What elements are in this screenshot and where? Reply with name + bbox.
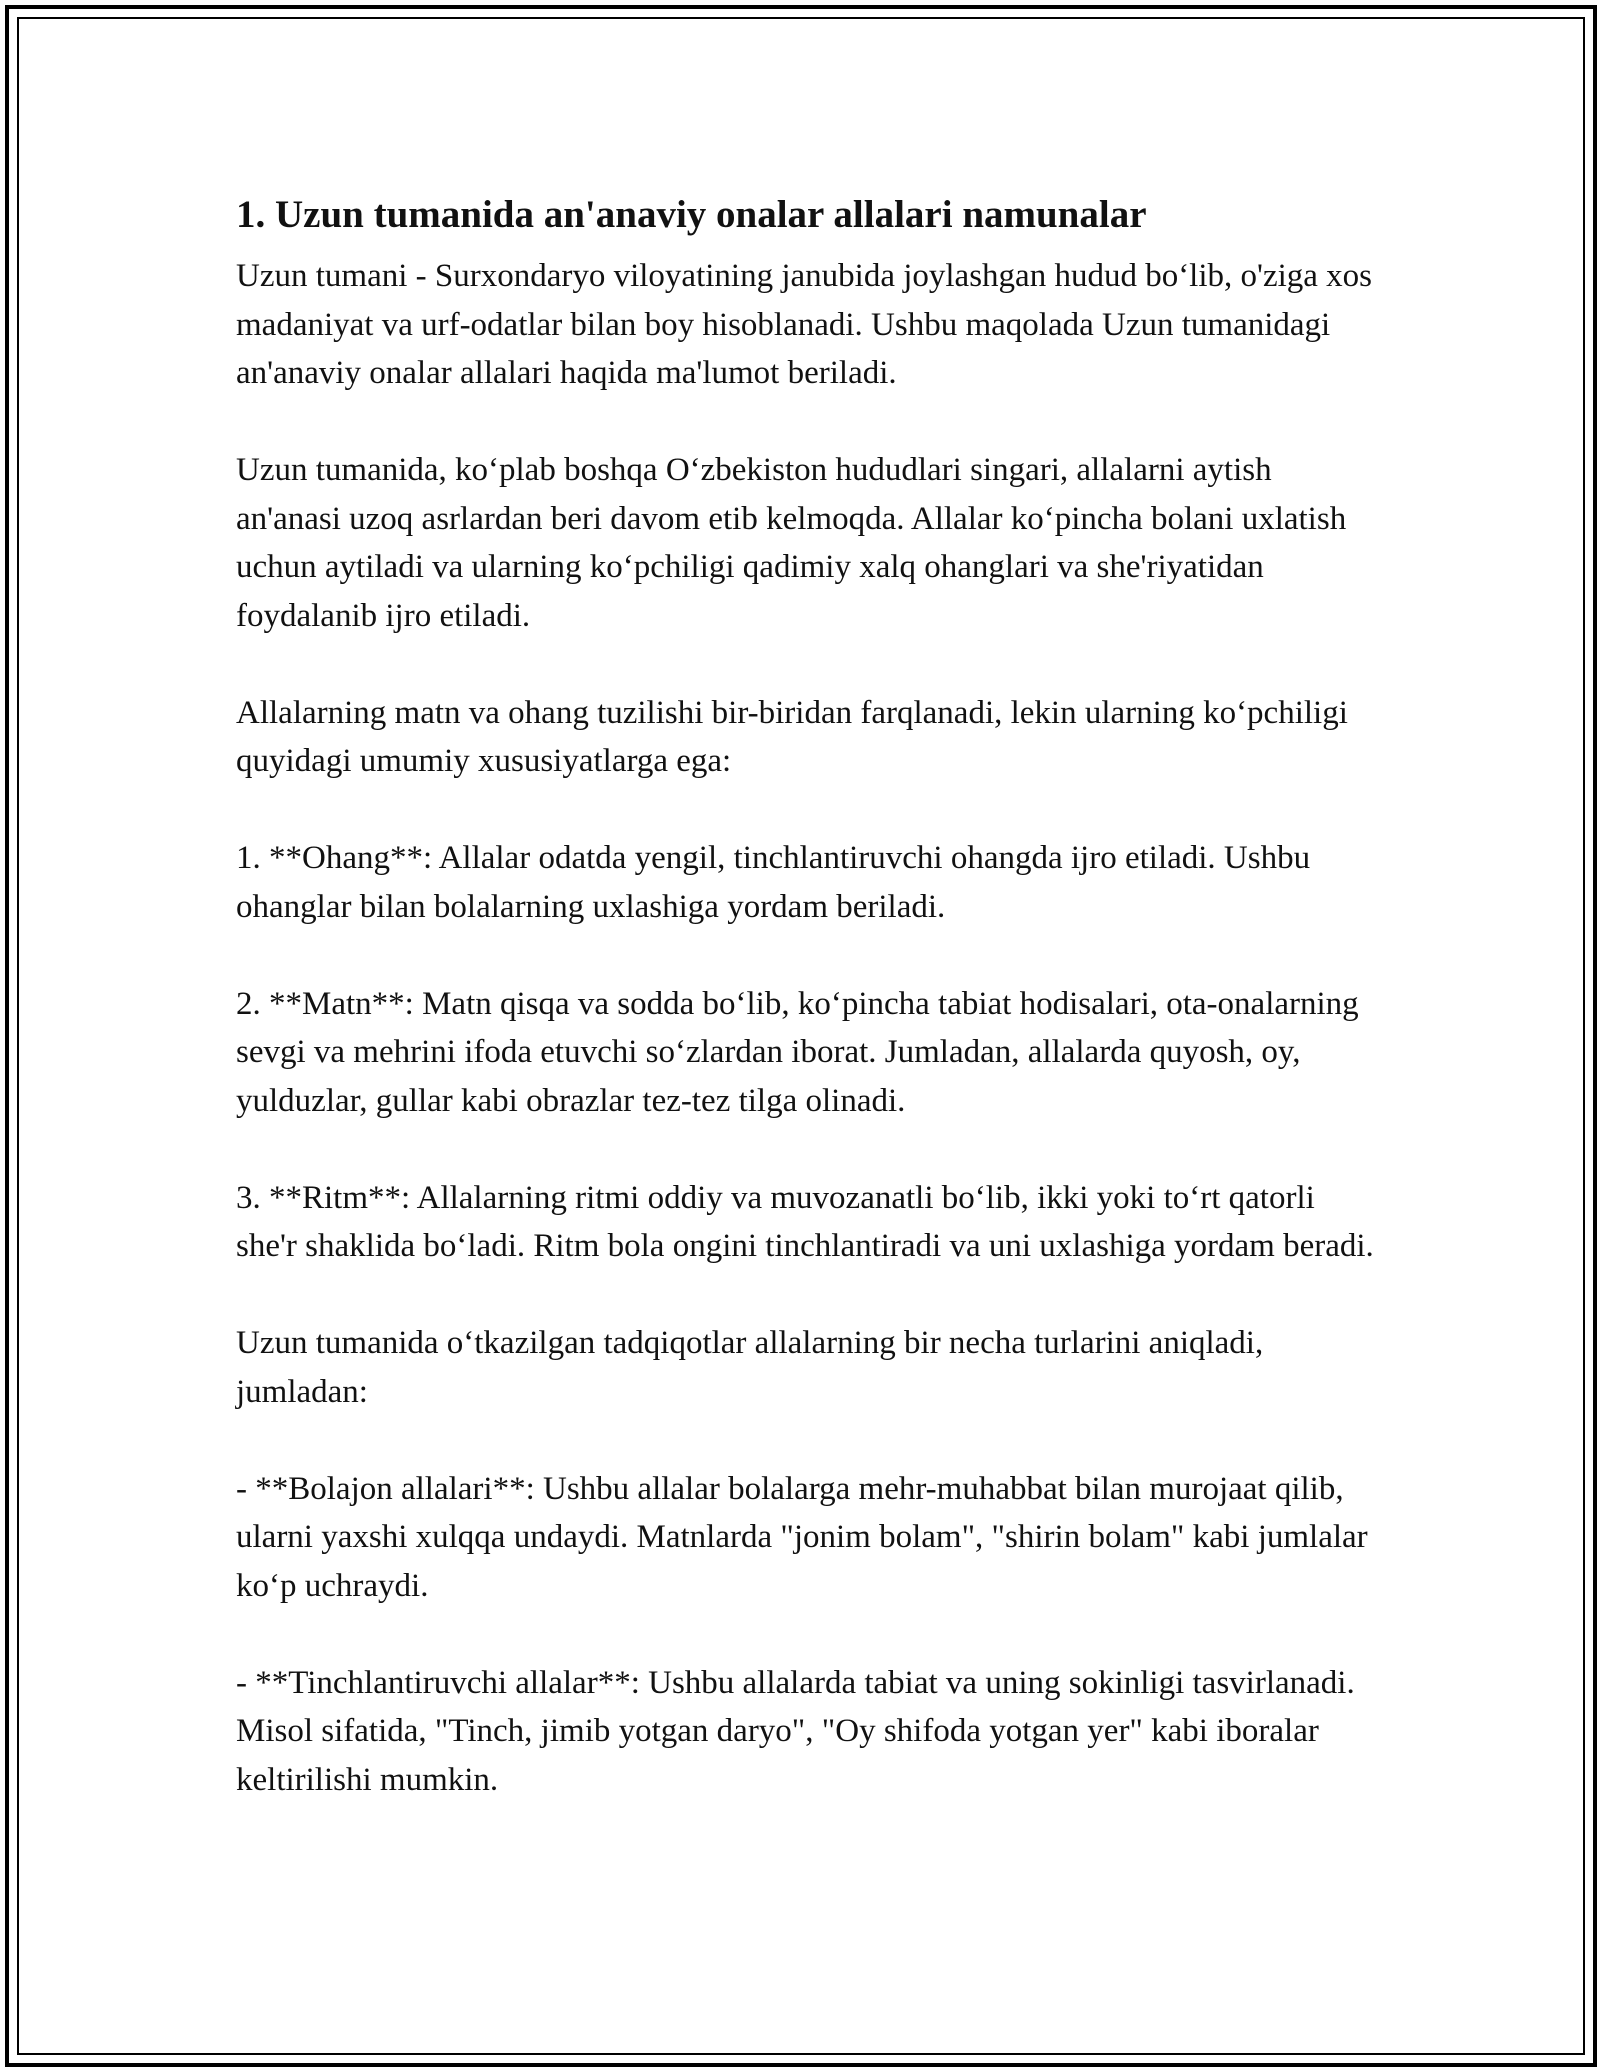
paragraph-structure: Allalarning matn va ohang tuzilishi bir-biridan farqlanadi, lekin ularning ko‘pchiligi quyidagi umumiy xususiyatlarga ega:	[236, 694, 1348, 779]
list-item-tinchlantiruvchi: - **Tinchlantiruvchi allalar**: Ushbu allalarda tabiat va uning sokinligi tasvirlanadi. Misol sifatida, "Tinch, jimib yotgan daryo", "Oy shifoda yotgan yer" kabi iboralar keltirilishi mumkin.	[236, 1664, 1355, 1798]
list-item-ritm: 3. **Ritm**: Allalarning ritmi oddiy va muvozanatli bo‘lib, ikki yoki to‘rt qatorli she'r shaklida bo‘ladi. Ritm bola ongini tinchlantiradi va uni uxlashiga yordam beradi.	[236, 1179, 1374, 1264]
paragraph-tradition: Uzun tumanida, ko‘plab boshqa O‘zbekiston hududlari singari, allalarni aytish an'anasi uzoq asrlardan beri davom etib kelmoqda. Allalar ko‘pincha bolani uxlatish uchun aytiladi va ularning ko‘pchiligi qadimiy xalq ohanglari va she'riyatidan foydalanib ijro etiladi.	[236, 452, 1347, 634]
list-item-matn: 2. **Matn**: Matn qisqa va sodda bo‘lib, ko‘pincha tabiat hodisalari, ota-onalarning sevgi va mehrini ifoda etuvchi so‘zlardan iborat. Jumladan, allalarda quyosh, oy, yulduzlar, gullar kabi obrazlar tez-tez tilga olinadi.	[236, 985, 1359, 1119]
document-title: 1. Uzun tumanida an'anaviy onalar allalari namunalar	[236, 193, 1147, 236]
document-body	[236, 188, 1376, 1853]
list-item-ohang: 1. **Ohang**: Allalar odatda yengil, tinchlantiruvchi ohangda ijro etiladi. Ushbu ohanglar bilan bolalarning uxlashiga yordam beriladi.	[236, 840, 1311, 925]
list-item-bolajon: - **Bolajon allalari**: Ushbu allalar bolalarga mehr-muhabbat bilan murojaat qilib, ularni yaxshi xulqqa undaydi. Matnlarda "jonim bolam", "shirin bolam" kabi jumlalar ko‘p uchraydi.	[236, 1470, 1368, 1604]
paragraph-intro: Uzun tumani - Surxondaryo viloyatining janubida joylashgan hudud bo‘lib, o'ziga xos madaniyat va urf-odatlar bilan boy hisoblanadi. Ushbu maqolada Uzun tumanidagi an'anaviy onalar allalari haqida ma'lumot beriladi.	[236, 258, 1373, 391]
paragraph-research: Uzun tumanida o‘tkazilgan tadqiqotlar allalarning bir necha turlarini aniqladi, jumladan:	[236, 1325, 1264, 1410]
